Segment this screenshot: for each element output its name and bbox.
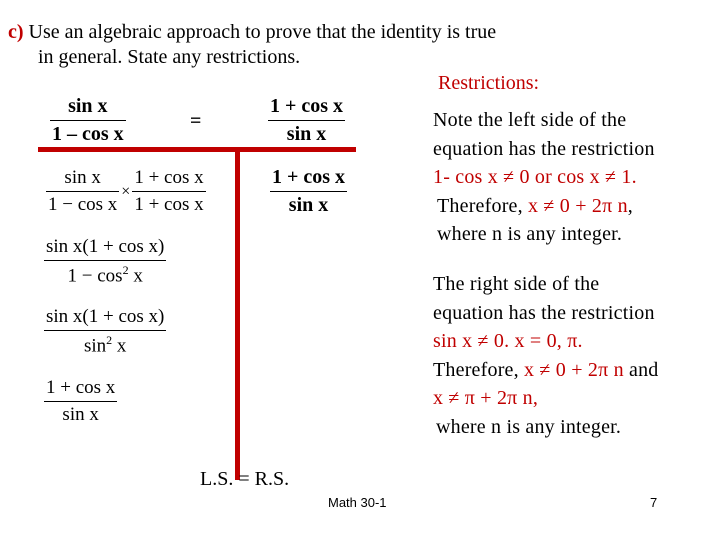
restrictions-title: Restrictions: [438,72,540,94]
left-step-4-numerator: 1 + cos x [46,377,116,398]
right-step-1 [270,166,347,217]
left-step-3 [44,306,166,357]
identity-left-fraction [50,95,126,146]
right-step-1-denominator: sin x [270,191,347,217]
identity-left-numerator: sin x [68,95,108,117]
heading-line-1: Use an algebraic approach to prove that the identity is true [28,21,497,43]
left-restriction-note [433,106,655,249]
t-chart-vertical-line [235,150,240,480]
left-step-4-denominator: sin x [44,401,117,426]
t-chart-horizontal-line [38,147,356,152]
right-step-1-numerator: 1 + cos x [272,166,346,188]
right-note-line-5: x ≠ π + 2π n, [433,387,539,410]
heading-line-2: in general. State any restrictions. [38,46,301,68]
right-note-line-4: Therefore, x ≠ 0 + 2π n and [433,358,659,381]
course-name: Math 30-1 [328,495,387,510]
left-step-2-numerator: sin x(1 + cos x) [46,236,165,257]
identity-equals: = [190,110,202,132]
left-step-1 [46,167,206,216]
page-number: 7 [650,495,658,510]
left-step-2-denominator: $1 - \cos^2 x$ [44,260,166,287]
left-step-1-fraction-1-denominator: 1 − cos x [46,191,119,216]
left-step-2 [44,236,166,287]
left-note-line-5: where n is any integer. [437,223,623,246]
left-step-1-fraction-1-numerator: sin x [64,167,101,188]
identity-left-denominator: 1 – cos x [50,120,126,146]
right-note-line-6: where n is any integer. [436,415,622,438]
multiply-sign: × [121,182,131,200]
right-note-line-1: The right side of the [433,273,600,295]
problem-heading [8,20,496,70]
left-note-line-2: equation has the restriction [433,137,655,160]
left-step-3-numerator: sin x(1 + cos x) [46,306,165,327]
identity-right-fraction [268,95,345,146]
left-step-1-fraction-2-numerator: 1 + cos x [134,167,204,188]
left-step-4 [44,377,117,426]
left-step-3-denominator: $\sin^2 x$ [44,330,166,357]
right-note-line-3: sin x ≠ 0. x = 0, π. [433,330,583,353]
left-step-1-fraction-2-denominator: 1 + cos x [132,191,205,216]
left-note-line-4: Therefore, x ≠ 0 + 2π n, [437,194,633,217]
right-note-line-2: equation has the restriction [433,301,655,324]
identity-right-numerator: 1 + cos x [270,95,344,117]
identity-right-denominator: sin x [268,120,345,146]
left-note-line-3: 1- cos x ≠ 0 or cos x ≠ 1. [433,166,637,189]
conclusion-text: L.S. = R.S. [200,468,290,490]
problem-label: c) [8,21,24,43]
right-restriction-note [433,270,658,442]
left-note-line-1: Note the left side of the [433,109,627,131]
